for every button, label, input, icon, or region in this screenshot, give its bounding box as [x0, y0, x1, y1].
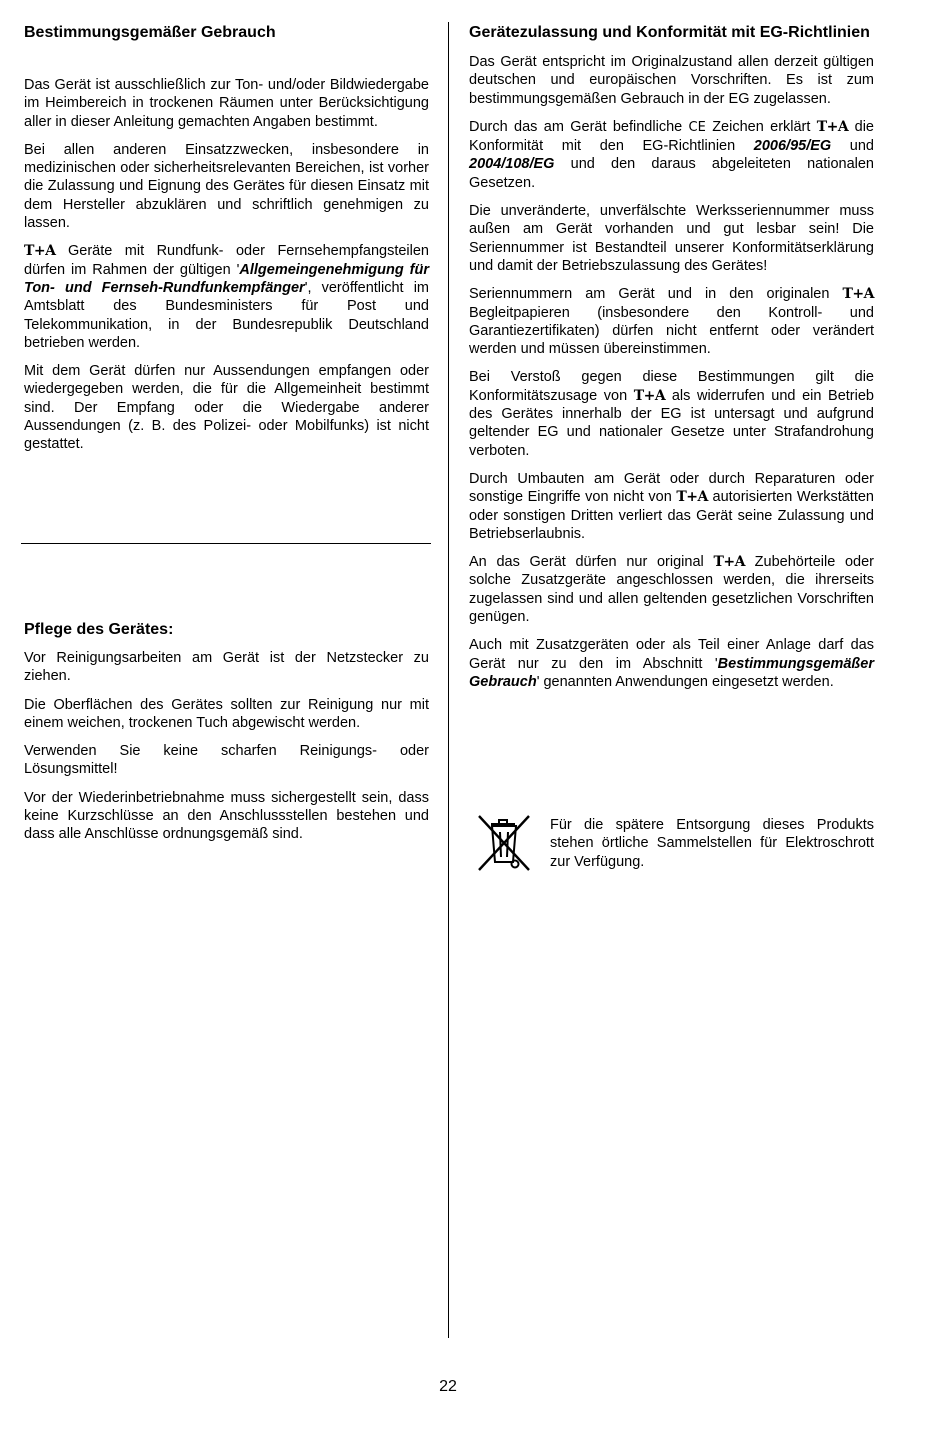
approval-paragraph-5: Bei Verstoß gegen diese Bestimmungen gilt die Konformitätszusage von T+A als widerrufen und ein Betrieb des Gerätes innerhalb der EG ist untersagt und aufgrund geltender EG und nationaler Gesetze unter Strafandrohung verboten.	[469, 369, 874, 459]
column-divider	[448, 22, 449, 1338]
approval-paragraph-4: Seriennummern am Gerät und in den originalen T+A Begleitpapieren (insbesondere den Kontroll- und Garantiezertifikaten) dürfen nicht entfernt oder verändert werden und müssen übereinstimmen.	[469, 286, 874, 358]
care-paragraph-3: Verwenden Sie keine scharfen Reinigungs- oder Lösungsmittel!	[24, 743, 429, 778]
care-paragraph-1: Vor Reinigungsarbeiten am Gerät ist der Netzstecker zu ziehen.	[24, 650, 429, 685]
ta-logo: T+A	[633, 387, 666, 404]
intended-use-paragraph-4: Mit dem Gerät dürfen nur Aussendungen empfangen oder wiedergegeben werden, die für die Allgemeinheit bestimmt sind. Der Empfang oder die Wiedergabe anderer Aussendungen (z. B. des Polizei- oder Mobilfunks) ist nicht gestattet.	[24, 363, 429, 453]
intended-use-paragraph-2: Bei allen anderen Einsatzzwecken, insbesondere in medizinischen oder sicherheitsrelevanten Bereichen, ist vorher die Zulassung und Eignung des Gerätes für diesen Einsatz mit dem Hersteller abzuklären und schriftlich genehmigen zu lassen.	[24, 141, 429, 232]
crossed-out-wheelie-bin-icon	[475, 812, 533, 874]
section-divider	[21, 543, 431, 544]
section-title-intended-use: Bestimmungsgemäßer Gebrauch	[24, 24, 276, 41]
left-column	[24, 22, 429, 843]
approval-paragraph-6: Durch Umbauten am Gerät oder durch Reparaturen oder sonstige Eingriffe von nicht von T+A autorisierten Werkstätten oder sonstigen Dritten verliert das Gerät seine Zulassung und Betriebserlaubnis.	[469, 470, 874, 542]
ta-logo: T+A	[676, 489, 708, 506]
page-number: 22	[439, 1378, 457, 1395]
intended-use-paragraph-3: T+A Geräte mit Rundfunk- oder Fernsehempfangsteilen dürfen im Rahmen der gültigen 'Allgemeingenehmigung für Ton- und Fernseh-Rundfunkempfänger', veröffentlicht im Amtsblatt des Bundesministers für Post und Telekommunikation, in der Bundesrepublik Deutschland betrieben werden.	[24, 243, 429, 351]
disposal-notice	[469, 812, 874, 882]
section-title-approval: Gerätezulassung und Konformität mit EG-Richtlinien	[469, 24, 870, 41]
section-title-care: Pflege des Gerätes:	[24, 621, 174, 638]
approval-paragraph-7: An das Gerät dürfen nur original T+A Zubehörteile oder solche Zusatzgeräte angeschlossen werden, die ihrerseits zugelassen sind und allen geltenden gesetzlichen Vorschriften genügen.	[469, 554, 874, 626]
approval-paragraph-8: Auch mit Zusatzgeräten oder als Teil einer Anlage darf das Gerät nur zu den im Abschnitt 'Bestimmungsgemäßer Gebrauch' genannten Anwendungen eingesetzt werden.	[469, 637, 874, 690]
disposal-text: Für die spätere Entsorgung dieses Produkts stehen örtliche Sammelstellen für Elektroschrott zur Verfügung.	[550, 817, 874, 870]
ta-logo: T+A	[816, 118, 849, 135]
ta-logo: T+A	[713, 554, 745, 571]
right-column	[469, 22, 874, 701]
intended-use-paragraph-1: Das Gerät ist ausschließlich zur Ton- und/oder Bildwiedergabe im Heimbereich in trockenen Räumen unter Berücksichtigung aller in dieser Anleitung gemachten Angaben bestimmt.	[24, 77, 429, 130]
ce-mark-icon: CE	[688, 119, 706, 135]
approval-paragraph-3: Die unveränderte, unverfälschte Werksseriennummer muss außen am Gerät vorhanden und gut lesbar sein! Die Seriennummer ist Bestandteil unserer Konformitätserklärung und damit der Betriebszulassung des Gerätes!	[469, 203, 874, 274]
care-paragraph-2: Die Oberflächen des Gerätes sollten zur Reinigung nur mit einem weichen, trockenen Tuch abgewischt werden.	[24, 696, 429, 731]
ta-logo: T+A	[24, 243, 56, 260]
ta-logo: T+A	[842, 286, 874, 303]
approval-paragraph-1: Das Gerät entspricht im Originalzustand allen derzeit gültigen deutschen und europäischen Vorschriften. Es ist zum bestimmungsgemäßen Gebrauch in der EG zugelassen.	[469, 54, 874, 107]
approval-paragraph-2: Durch das am Gerät befindliche CE Zeichen erklärt T+A die Konformität mit den EG-Richtlinien 2006/95/EG und 2004/108/EG und den daraus abgeleiteten nationalen Gesetzen.	[469, 118, 874, 191]
care-paragraph-4: Vor der Wiederinbetriebnahme muss sichergestellt sein, dass keine Kurzschlüsse an den Anschlussstellen bestehen und dass alle Anschlüsse ordnungsgemäß sind.	[24, 789, 429, 843]
